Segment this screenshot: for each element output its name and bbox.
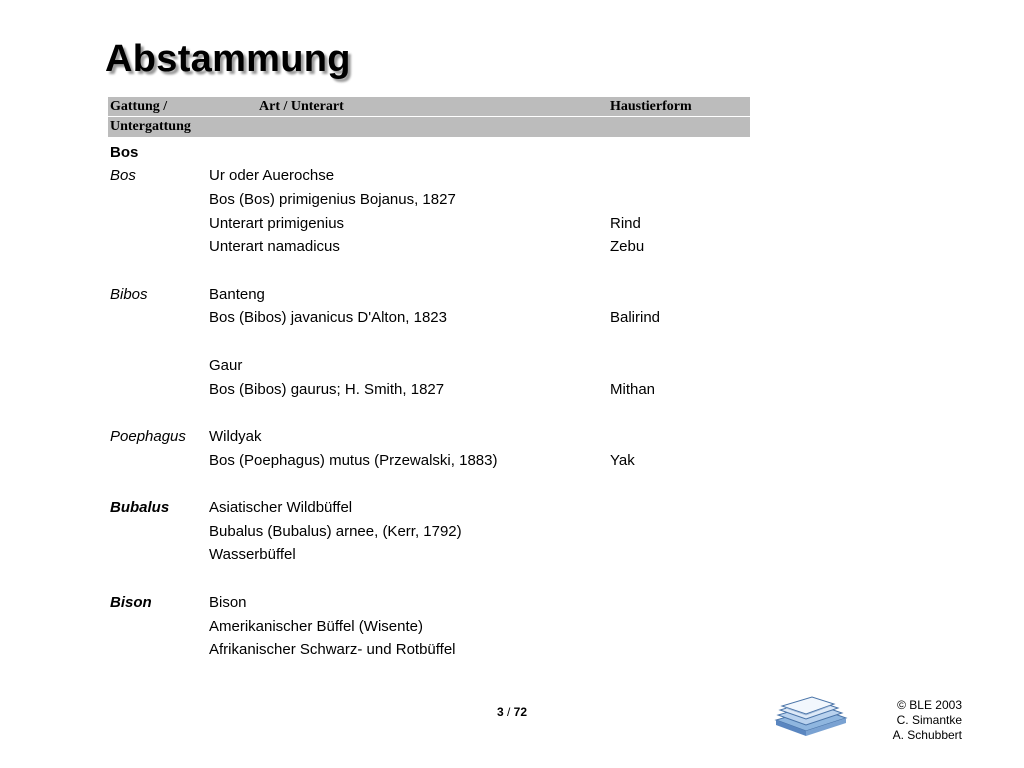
table-header-row-2 [108, 117, 750, 137]
table-row [0, 592, 760, 614]
table-row [0, 379, 760, 401]
species-cell: Gaur [209, 357, 243, 374]
genus-cell: Bos [110, 167, 136, 184]
domestic-cell: Mithan [610, 381, 656, 398]
author-name: C. Simantke [896, 713, 962, 727]
table-row [0, 284, 760, 306]
species-cell: Bos (Bos) primigenius Bojanus, 1827 [209, 191, 456, 208]
domestic-cell: Zebu [610, 238, 645, 255]
domestic-cell: Rind [610, 215, 641, 232]
species-cell: Wildyak [209, 428, 262, 445]
table-row [0, 544, 760, 566]
table-row [0, 497, 760, 519]
slide-title: Abstammung [105, 38, 351, 80]
genus-cell: Bibos [110, 286, 148, 303]
domestic-cell: Yak [610, 452, 635, 469]
genus-cell: Bubalus [110, 499, 170, 516]
page-total: 72 [513, 705, 528, 719]
species-cell: Banteng [209, 286, 265, 303]
species-cell: Bos (Bibos) gaurus; H. Smith, 1827 [209, 381, 445, 398]
species-cell: Ur oder Auerochse [209, 167, 335, 184]
species-cell: Unterart primigenius [209, 215, 345, 232]
genus-cell: Bos [110, 144, 139, 161]
table-row [0, 142, 760, 164]
species-cell: Unterart namadicus [209, 238, 340, 255]
table-row [0, 236, 760, 258]
header-domestic-form: Haustierform [610, 99, 692, 114]
species-cell: Bubalus (Bubalus) arnee, (Kerr, 1792) [209, 523, 462, 540]
paper-stack-icon [772, 696, 850, 738]
copyright-text: © BLE 2003 [897, 698, 962, 712]
species-cell: Wasserbüffel [209, 546, 296, 563]
table-row [0, 616, 760, 638]
header-species: Art / Unterart [259, 99, 344, 114]
species-cell: Bos (Bibos) javanicus D'Alton, 1823 [209, 309, 447, 326]
table-row [0, 213, 760, 235]
species-cell: Bos (Poephagus) mutus (Przewalski, 1883) [209, 452, 498, 469]
table-header-row-1 [108, 97, 750, 116]
page-current: 3 [496, 705, 504, 719]
copyright-block [893, 698, 962, 743]
page-separator: / [506, 705, 511, 719]
author-name: A. Schubbert [892, 728, 962, 742]
page-indicator [468, 705, 556, 719]
table-row [0, 307, 760, 329]
table-row [0, 450, 760, 472]
header-subgenus: Untergattung [110, 119, 191, 134]
table-row [0, 189, 760, 211]
species-cell: Bison [209, 594, 247, 611]
table-row [0, 639, 760, 661]
table-row [0, 165, 760, 187]
species-cell: Amerikanischer Büffel (Wisente) [209, 618, 423, 635]
table-row [0, 521, 760, 543]
genus-cell: Bison [110, 594, 152, 611]
domestic-cell: Balirind [610, 309, 661, 326]
table-row [0, 426, 760, 448]
table-row [0, 355, 760, 377]
header-genus: Gattung / [110, 99, 168, 114]
species-cell: Afrikanischer Schwarz- und Rotbüffel [209, 641, 456, 658]
species-cell: Asiatischer Wildbüffel [209, 499, 353, 516]
genus-cell: Poephagus [110, 428, 186, 445]
